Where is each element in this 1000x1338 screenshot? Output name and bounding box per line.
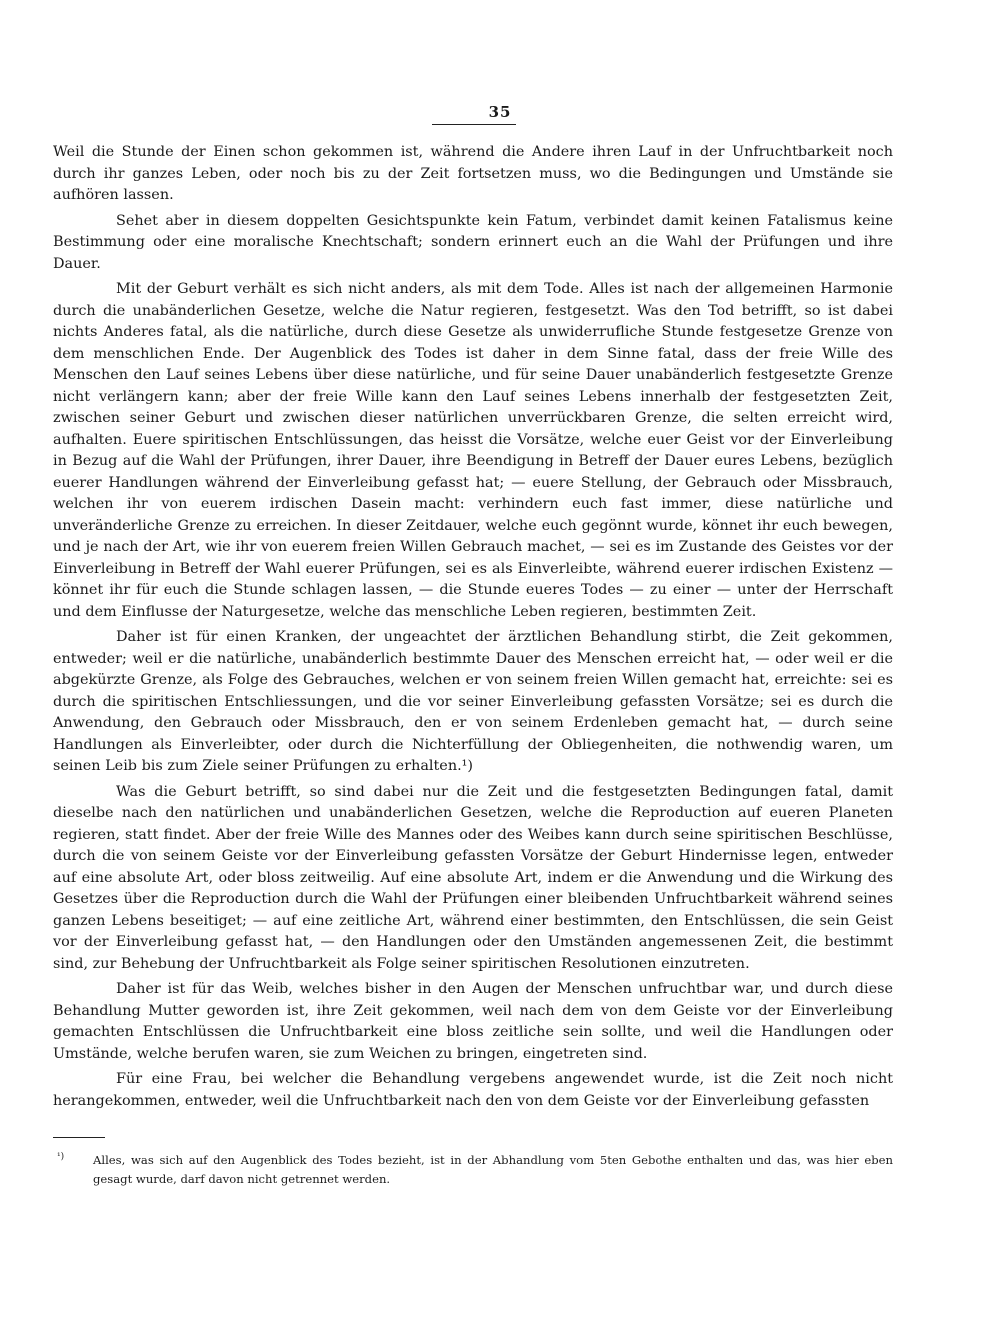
footnote-text: Alles, was sich auf den Augenblick des Todes bezieht, ist in der Abhandlung vom 5ten Gebothe enthalten und das, was hier eben gesagt wurde, darf davon nicht getrennet werden. [93, 1153, 893, 1186]
paragraph: Was die Geburt betrifft, so sind dabei nur die Zeit und die festgesetzten Bedingungen fatal, damit dieselbe nach den natürlichen und unabänderlichen Gesetzen, welche die Reproduction auf eueren Planeten regieren, statt findet. Aber der freie Wille des Mannes oder des Weibes kann durch seine spiritischen Beschlüsse, durch die von seinem Geiste vor der Einverleibung gefassten Vorsätze der Geburt Hindernisse legen, entweder auf eine absolute Art, oder bloss zeitweilig. Auf eine absolute Art, indem er die Anwendung und die Wirkung des Gesetzes über die Reproduction durch die Wahl der Prüfungen einer bleibenden Unfruchtbarkeit während seines ganzen Lebens beseitiget; — auf eine zeitliche Art, während einer bestimmten, den Entschlüssen, die sein Geist vor der Einverleibung gefasst hat, — den Handlungen oder den Umständen angemessenen Zeit, die bestimmt sind, zur Behebung der Unfruchtbarkeit als Folge seiner spiritischen Resolutionen einzutreten. [53, 783, 893, 972]
paragraph: Daher ist für das Weib, welches bisher in den Augen der Menschen unfruchtbar war, und durch diese Behandlung Mutter geworden ist, ihre Zeit gekommen, weil nach dem von dem Geiste vor der Einverleibung gemachten Entschlüssen die Unfruchtbarkeit eine bloss zeitliche sein sollte, und weil die Handlungen oder Umstände, welche berufen waren, sie zum Weichen zu bringen, eingetreten sind. [53, 981, 893, 1062]
page-number-rule [432, 124, 516, 125]
page-number: 35 [488, 103, 512, 121]
paragraph: Daher ist für einen Kranken, der ungeachtet der ärztlichen Behandlung stirbt, die Zeit gekommen, entweder; weil er die natürliche, unabänderlich bestimmte Dauer des Menschen erreicht hat, — oder weil er die abgekürzte Grenze, als Folge des Gebrauches, welchen er von seinem freien Willen gemacht hat, erreichte: sei es durch die spiritischen Entschliessungen, und die vor seiner Einverleibung gefassten Vorsätze; sei es durch die Anwendung, den Gebrauch oder Missbrauch, den er von seinem Erdenleben gemacht hat, — durch seine Handlungen als Einverleibter, oder durch die Nichterfüllung der Obliegenheiten, die nothwendig waren, um seinen Leib bis zum Ziele seiner Prüfungen zu erhalten.¹) [53, 629, 893, 774]
paragraph: Für eine Frau, bei welcher die Behandlung vergebens angewendet wurde, ist die Zeit noch nicht herangekommen, entweder, weil die Unfruchtbarkeit nach den von dem Geiste vor der Einverleibung gefassten [53, 1071, 893, 1109]
footnote-marker: ¹) [57, 1152, 65, 1162]
paragraph: Weil die Stunde der Einen schon gekommen ist, während die Andere ihren Lauf in der Unfruchtbarkeit noch durch ihr ganzes Leben, oder noch bis zu der Zeit fortsetzen muss, wo die Bedingungen und Umstände sie aufhören lassen. [53, 144, 893, 203]
paragraph: Sehet aber in diesem doppelten Gesichtspunkte kein Fatum, verbindet damit keinen Fatalismus keine Bestimmung oder eine moralische Knechtschaft; sondern erinnert euch an die Wahl der Prüfungen und ihre Dauer. [53, 212, 893, 272]
paragraph: Mit der Geburt verhält es sich nicht anders, als mit dem Tode. Alles ist nach der allgemeinen Harmonie durch die unabänderlichen Gesetze, welche die Natur regieren, festgesetzt. Was den Tod betrifft, so ist dabei nichts Anderes fatal, als die natürliche, durch diese Gesetze als unwiderrufliche Stunde festgesetze Grenze von dem menschlichen Ende. Der Augenblick des Todes ist daher in dem Sinne fatal, dass der freie Wille des Menschen den Lauf seines Lebens über diese natürliche, und für seine Dauer unabänderlich festgesetzte Grenze nicht verlängern kann; aber der freie Wille kann den Lauf seines Lebens innerhalb der festgesetzten Zeit, zwischen seiner Geburt und zwischen dieser natürlichen unverrückbaren Grenze, die selten erreicht wird, aufhalten. Euere spiritischen Entschlüssungen, das heisst die Vorsätze, welche euer Geist vor der Einverleibung in Bezug auf die Wahl der Prüfungen, ihrer Dauer, ihre Beendigung in Betreff der Dauer eures Lebens, bezüglich euerer Handlungen während der Einverleibung gefasst hat; — euere Stellung, der Gebrauch oder Missbrauch, welchen ihr von euerem irdischen Dasein macht: verhindern euch fast immer, diese natürliche und unveränderliche Grenze zu erreichen. In dieser Zeitdauer, welche euch gegönnt wurde, könnet ihr euch bewegen, und je nach der Art, wie ihr von euerem freien Willen Gebrauch machet, — sei es im Zustande des Geistes vor der Einverleibung in Betreff der Wahl euerer Prüfungen, sei es als Einverleibte, während euerer irdischen Existenz — könnet ihr für euch die Stunde schlagen lassen, — die Stunde eueres Todes — zu einer — unter der Herrschaft und dem Einflusse der Naturgesetze, welche das menschliche Leben regieren, bestimmten Zeit. [53, 281, 893, 620]
body-text [53, 142, 893, 1116]
footnote [53, 1151, 893, 1188]
footnote-rule [53, 1137, 105, 1138]
